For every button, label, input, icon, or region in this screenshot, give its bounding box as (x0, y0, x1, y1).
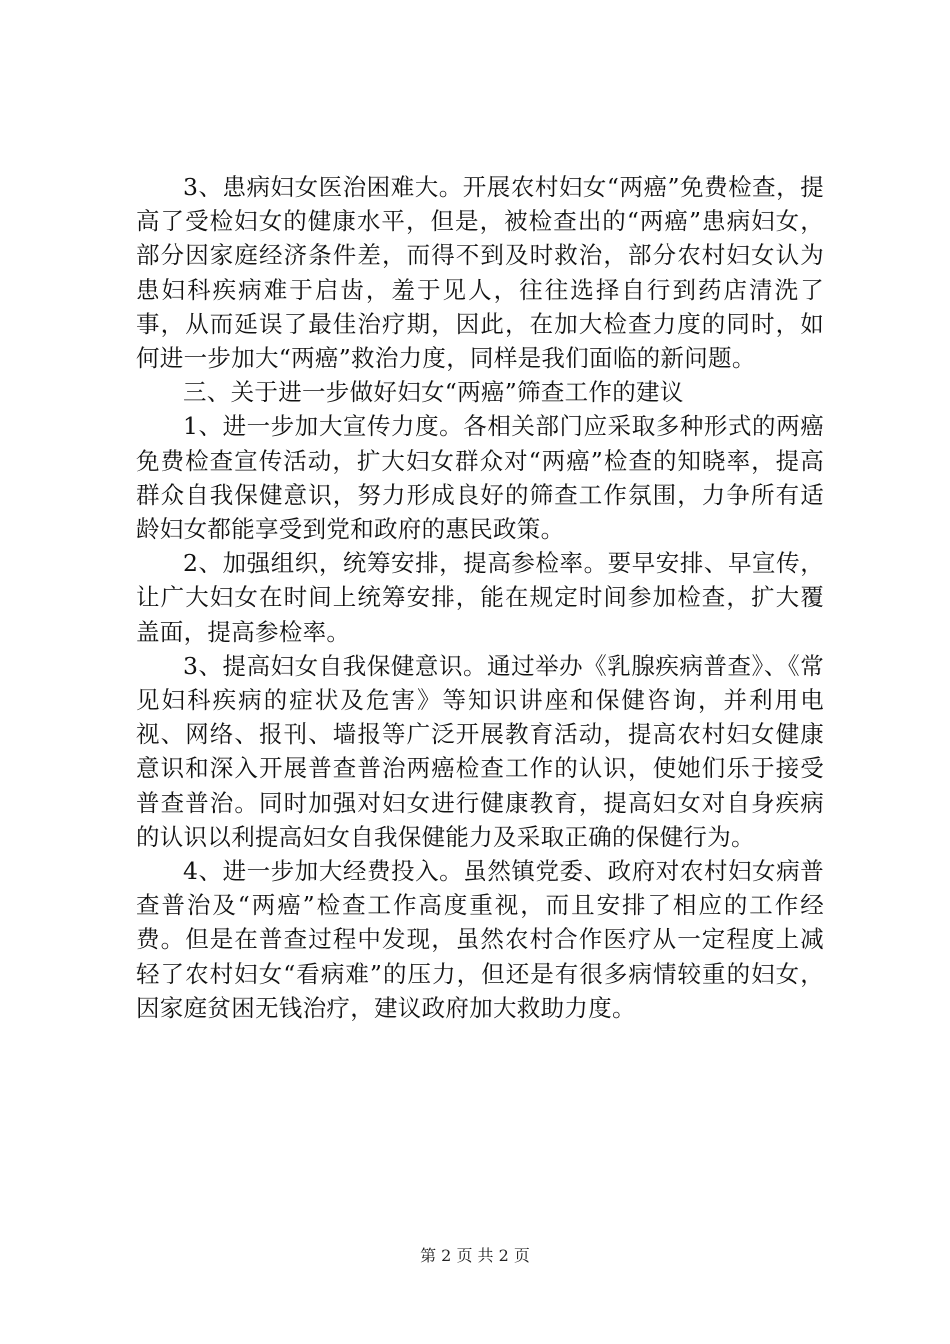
paragraph-suggestion-4: 4、进一步加大经费投入。虽然镇党委、政府对农村妇女病普查普治及“两癌”检查工作高度重视，而且安排了相应的工作经费。但是在普查过程中发现，虽然农村合作医疗从一定程度上减轻了农村妇女“看病难”的压力，但还是有很多病情较重的妇女，因家庭贫困无钱治疗，建议政府加大救助力度。 (136, 857, 824, 1022)
paragraph-suggestion-2: 2、加强组织，统筹安排，提高参检率。要早安排、早宣传，让广大妇女在时间上统筹安排，能在规定时间参加检查，扩大覆盖面，提高参检率。 (136, 549, 824, 646)
section-heading-suggestions: 三、关于进一步做好妇女“两癌”筛查工作的建议 (183, 378, 684, 407)
page-number-footer: 第 2 页 共 2 页 (420, 1246, 530, 1265)
paragraph-suggestion-3: 3、提高妇女自我保健意识。通过举办《乳腺疾病普查》、《常见妇科疾病的症状及危害》等知识讲座和保健咨询，并利用电视、网络、报刊、墙报等广泛开展教育活动，提高农村妇女健康意识和深入开展普查普治两癌检查工作的认识，使她们乐于接受普查普治。同时加强对妇女进行健康教育，提高妇女对自身疾病的认识以利提高妇女自我保健能力及采取正确的保健行为。 (136, 651, 824, 851)
document-body (136, 170, 824, 1025)
paragraph-problem-3: 3、患病妇女医治困难大。开展农村妇女“两癌”免费检查，提高了受检妇女的健康水平，但是，被检查出的“两癌”患病妇女，部分因家庭经济条件差，而得不到及时救治，部分农村妇女认为患妇科疾病难于启齿，羞于见人，往往选择自行到药店清洗了事，从而延误了最佳治疗期，因此，在加大检查力度的同时，如何进一步加大“两癌”救治力度，同样是我们面临的新问题。 (136, 173, 824, 373)
paragraph-suggestion-1: 1、进一步加大宣传力度。各相关部门应采取多种形式的两癌免费检查宣传活动，扩大妇女群众对“两癌”检查的知晓率，提高群众自我保健意识，努力形成良好的筛查工作氛围，力争所有适龄妇女都能享受到党和政府的惠民政策。 (136, 412, 824, 544)
